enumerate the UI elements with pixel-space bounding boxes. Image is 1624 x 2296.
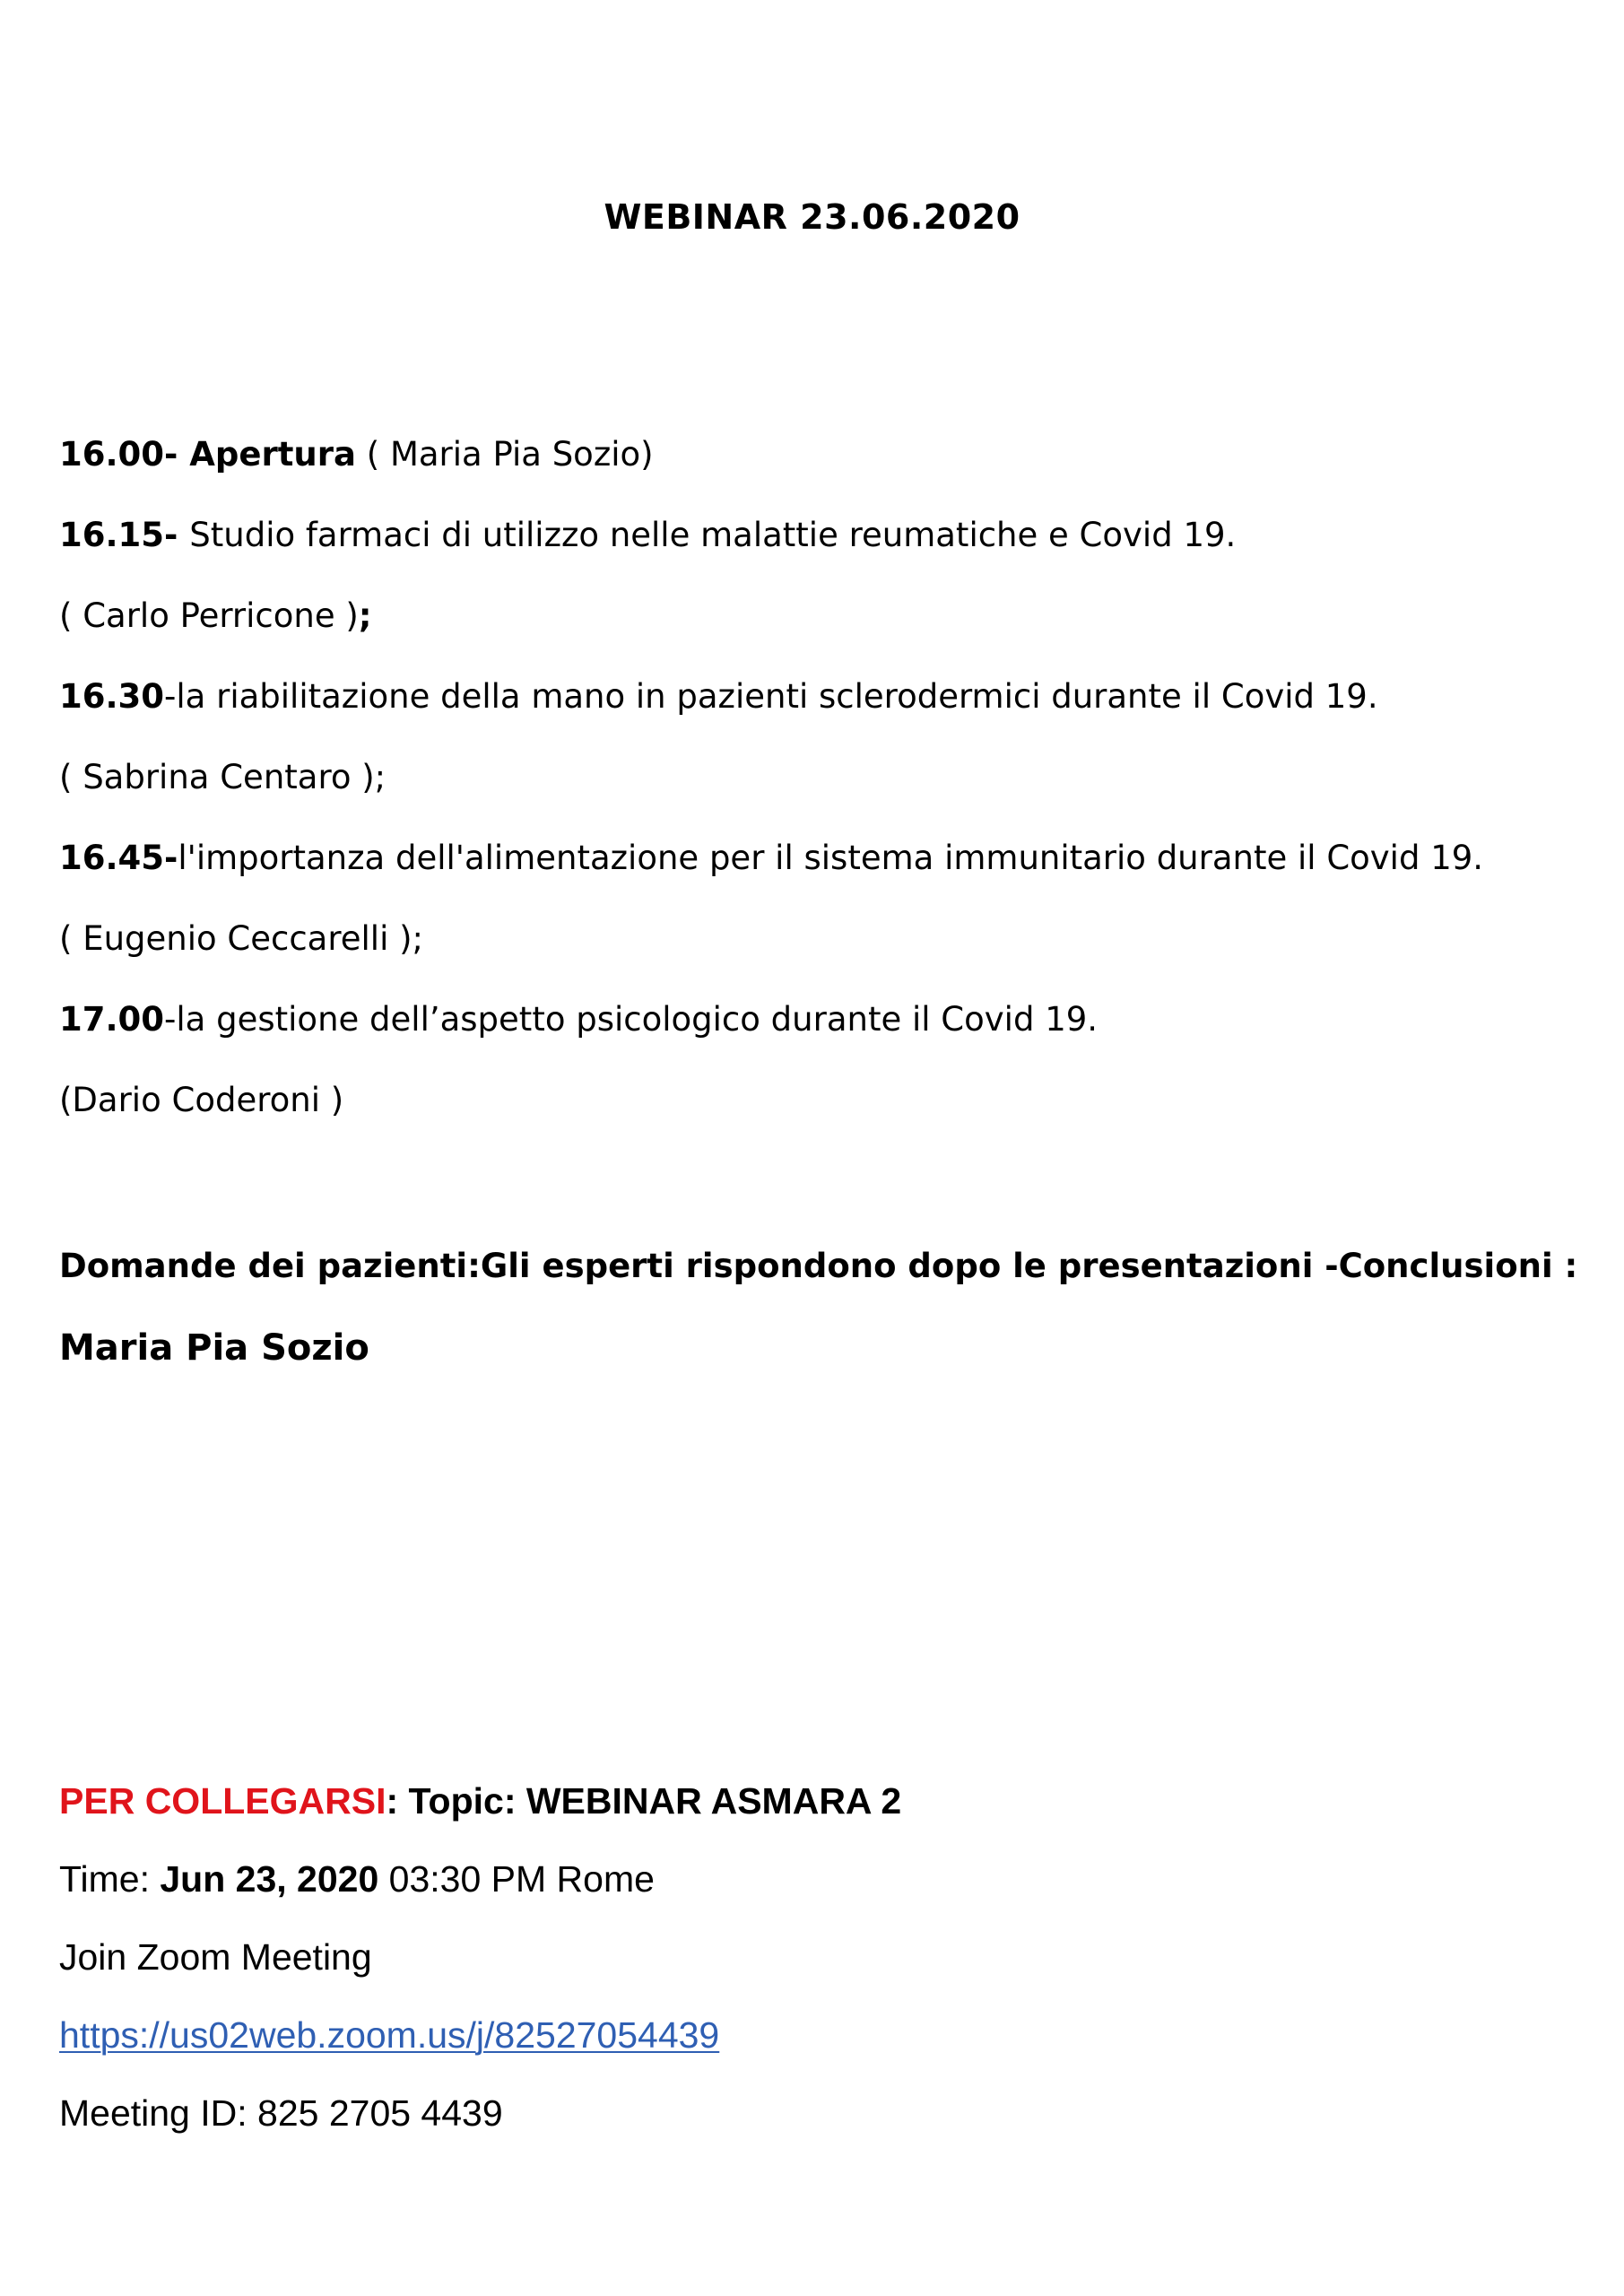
- program-time: 16.00-: [59, 435, 190, 474]
- program-time: 16.45-: [59, 839, 178, 877]
- program-time: 16.30: [59, 677, 165, 716]
- program-speaker-line: [59, 919, 423, 958]
- program-item-opening: [59, 435, 654, 474]
- program-item-drugs: [59, 516, 1236, 554]
- program-speaker-line: [59, 1081, 343, 1119]
- program-speaker: ( Carlo Perricone ): [59, 596, 359, 635]
- time-label: Time:: [59, 1858, 161, 1900]
- zoom-link-line: [59, 2014, 719, 2057]
- meeting-id: Meeting ID: 825 2705 4439: [59, 2092, 503, 2134]
- program-text: -la riabilitazione della mano in pazienti sclerodermici durante il Covid 19.: [164, 677, 1378, 716]
- program-text: l'importanza dell'alimentazione per il sistema immunitario durante il Covid 19.: [178, 839, 1484, 877]
- time-rest: 03:30 PM Rome: [378, 1858, 655, 1900]
- conclusion-speaker: Maria Pia Sozio: [59, 1327, 369, 1369]
- program-speaker: ( Sabrina Centaro );: [59, 758, 386, 796]
- connect-topic: : Topic: WEBINAR ASMARA 2: [386, 1780, 902, 1822]
- program-speaker-suffix: ;: [358, 596, 372, 635]
- join-zoom-label: Join Zoom Meeting: [59, 1936, 372, 1978]
- program-speaker: (Dario Coderoni ): [59, 1081, 344, 1119]
- program-item-hand-rehab: [59, 677, 1378, 716]
- program-speaker-line: [59, 596, 372, 635]
- program-item-psychology: [59, 1000, 1098, 1039]
- program-speaker: ( Eugenio Ceccarelli );: [59, 919, 424, 958]
- program-time: 17.00: [59, 1000, 165, 1039]
- program-text: -la gestione dell’aspetto psicologico durante il Covid 19.: [164, 1000, 1099, 1039]
- program-time: 16.15-: [59, 516, 190, 554]
- program-speaker-line: [59, 758, 386, 796]
- connect-label: PER COLLEGARSI: [59, 1780, 386, 1822]
- program-speaker: ( Maria Pia Sozio): [356, 435, 654, 474]
- page-title: WEBINAR 23.06.2020: [604, 197, 1020, 237]
- time-date: Jun 23, 2020: [160, 1858, 379, 1900]
- connect-topic-line: [59, 1780, 901, 1822]
- program-item-nutrition: [59, 839, 1483, 877]
- questions-line: Domande dei pazienti:Gli esperti rispondono dopo le presentazioni -Conclusioni :: [59, 1247, 1578, 1285]
- program-text: Studio farmaci di utilizzo nelle malattie reumatiche e Covid 19.: [189, 516, 1237, 554]
- connect-time-line: [59, 1858, 655, 1900]
- program-head: Apertura: [189, 435, 356, 474]
- zoom-meeting-link[interactable]: https://us02web.zoom.us/j/82527054439: [59, 2014, 720, 2056]
